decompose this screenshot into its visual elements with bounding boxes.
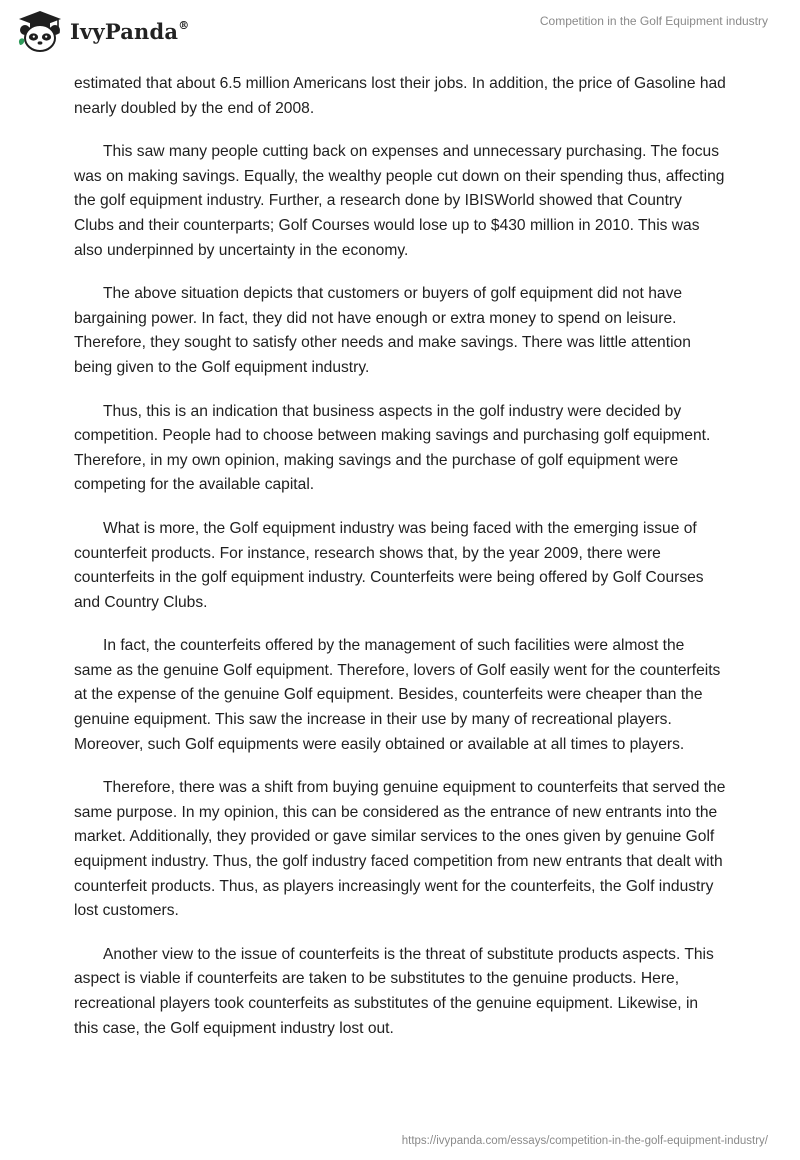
paragraph: Thus, this is an indication that business aspects in the golf industry were decided by competition. People had to choose between making savings and purchasing golf equipment. Therefore, in my own opinion, making savings and the purchase of golf equipment were competing for the available capital. — [74, 402, 711, 494]
essay-body — [74, 72, 726, 1060]
panda-graduate-icon — [16, 9, 64, 53]
brand-name — [70, 19, 189, 44]
paragraph: estimated that about 6.5 million Americans lost their jobs. In addition, the price of Gasoline had nearly doubled by the end of 2008. — [74, 75, 726, 117]
paragraph: The above situation depicts that customers or buyers of golf equipment did not have bargaining power. In fact, they did not have enough or extra money to spend on leisure. Therefore, they sought to satisfy other needs and make savings. There was little attention being given to the Golf equipment industry. — [74, 285, 691, 376]
page-header — [0, 0, 800, 70]
brand-name-text: IvyPanda — [70, 18, 179, 44]
registered-mark: ® — [178, 18, 190, 32]
brand-logo[interactable] — [16, 9, 189, 53]
source-url-link[interactable]: https://ivypanda.com/essays/competition-in-the-golf-equipment-industry/ — [401, 1135, 768, 1147]
paragraph: This saw many people cutting back on expenses and unnecessary purchasing. The focus was on making savings. Equally, the wealthy people cut down on their spending thus, affecting the golf equipment industry. Further, a research done by IBISWorld showed that Country Clubs and their counterparts; Golf Courses would lose up to $430 million in 2010. This was also underpinned by uncertainty in the economy. — [74, 143, 725, 259]
paragraph: In fact, the counterfeits offered by the management of such facilities were almost the same as the genuine Golf equipment. Therefore, lovers of Golf easily went for the counterfeits at the expense of the genuine Golf equipment. Besides, counterfeits were cheaper than the genuine equipment. This saw the increase in their use by many of recreational players. Moreover, such Golf equipments were easily obtained or available at all times to players. — [74, 637, 721, 753]
paragraph: What is more, the Golf equipment industry was being faced with the emerging issue of counterfeit products. For instance, research shows that, by the year 2009, there were counterfeits in the golf equipment industry. Counterfeits were being offered by Golf Courses and Country Clubs. — [74, 519, 704, 611]
document-title: Competition in the Golf Equipment industry — [539, 14, 768, 28]
paragraph: Therefore, there was a shift from buying genuine equipment to counterfeits that served the same purpose. In my opinion, this can be considered as the entrance of new entrants into the market. Additionally, they provided or gave similar services to the ones given by genuine Golf equipment industry. Thus, the golf industry faced competition from new entrants that dealt with counterfeit products. Thus, as players increasingly went for the counterfeits, the Golf industry lost customers. — [74, 779, 726, 920]
paragraph: Another view to the issue of counterfeits is the threat of substitute products aspects. This aspect is viable if counterfeits are taken to be substitutes to the genuine products. Here, recreational players took counterfeits as substitutes of the genuine equipment. Likewise, in this case, the Golf equipment industry lost out. — [74, 945, 714, 1037]
